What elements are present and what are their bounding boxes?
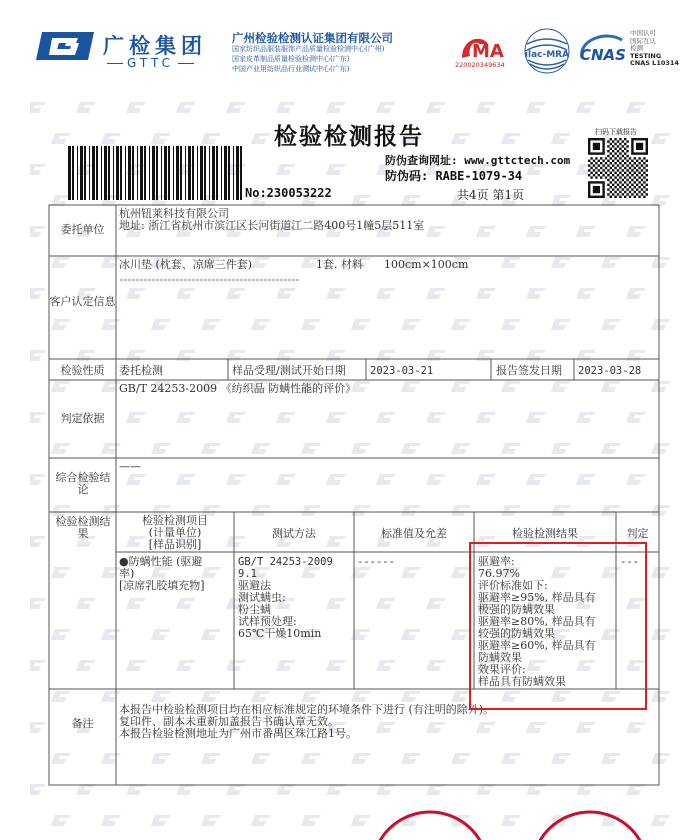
sign-date: 2023-03-28	[578, 365, 642, 377]
customer-info-size: 100cm×100cm	[384, 258, 469, 271]
report-title: 检验检测报告	[274, 123, 424, 150]
method-line-7: 65℃干燥10min	[238, 627, 322, 640]
result-line-4: 驱避率≥95%, 样品具有	[478, 591, 596, 604]
row-item	[119, 556, 231, 592]
basis-label: 判定依据	[60, 412, 105, 425]
remarks-label: 备注	[71, 717, 94, 730]
customer-info-label: 客户认定信息	[49, 295, 116, 308]
brand-name-cn: 广检集团	[103, 34, 207, 58]
remark-line-2: 复印件、副本未重新加盖报告书确认章无效。	[119, 715, 339, 728]
nature-label: 检验性质	[60, 364, 105, 377]
basis-value: GB/T 24253-2009 《纺织品 防螨性能的评价》	[119, 382, 357, 395]
remark-line-1: 本报告中检验检测项目均在相应标准规定的环境条件下进行 (有注明的除外)。	[119, 703, 495, 716]
cnas-line-5: CNAS L10314	[630, 59, 679, 67]
result-line-5: 极强的防螨效果	[478, 603, 555, 616]
col-method-header: 测试方法	[272, 527, 316, 540]
result-line-8: 驱避率≥60%, 样品具有	[478, 639, 596, 652]
result-line-3: 评价标准如下:	[478, 579, 548, 592]
result-line-2: 76.97%	[478, 567, 520, 580]
center-line-1: 国家纺织品服装服饰产品质量检验检测中心(广州)	[232, 45, 385, 53]
cnas-line-2: 国际互认	[630, 36, 656, 45]
results-label: 检验检测结果	[55, 515, 111, 540]
sign-date-label: 报告签发日期	[496, 364, 562, 377]
cnas-line-4: TESTING	[630, 51, 662, 60]
cnas-logo-icon	[576, 30, 628, 70]
row-item-line-2: 率)	[119, 567, 135, 580]
verify-code: 防伪码: RABE-1079-34	[385, 169, 523, 183]
remarks	[119, 704, 494, 740]
method-line-6: 试样预处理:	[238, 615, 297, 628]
gttc-logo-icon	[32, 28, 97, 64]
customer-info-product: 冰川垫 (枕套、凉席三件套)	[119, 258, 253, 271]
col-result-header: 检验检测结果	[512, 527, 578, 540]
col-verdict-header: 判定	[626, 527, 649, 540]
remark-line-3: 本报告检验检测地址为广州市番禺区珠江路1号。	[119, 727, 357, 740]
nature-value: 委托检测	[119, 364, 163, 377]
barcode-icon	[68, 146, 244, 200]
receive-date-label: 样品受理/测试开始日期	[232, 364, 346, 377]
center-line-2: 国家皮革制品质量检验检测中心(广东)	[232, 55, 350, 63]
cnas-line-1: 中国认可	[630, 29, 656, 37]
method-line-1: GB/T 24253-2009	[238, 556, 333, 568]
page-count: 共4页 第1页	[457, 188, 525, 202]
col-standard-header: 标准值及允差	[381, 527, 447, 540]
col-item-line-2: (计量单位)	[148, 526, 202, 539]
cnas-label: CNAS	[580, 46, 626, 64]
report-number: No:230053222	[245, 186, 332, 200]
verify-site: 防伪查询网址: www.gttctech.com	[385, 154, 571, 167]
conclusion-value: ——	[119, 460, 141, 473]
svg-text:MA: MA	[472, 41, 504, 62]
row-verdict: ---	[620, 556, 639, 568]
method-line-2: 9.1	[238, 568, 257, 580]
center-line-3: 中国产业用纺织品行业测试中心(广东)	[232, 65, 350, 73]
result-line-6: 驱避率≥80%, 样品具有	[478, 615, 596, 628]
row-standard: ------	[357, 556, 395, 568]
cma-code: 220020349634	[455, 61, 505, 69]
official-seal-icon	[360, 800, 660, 840]
qr-label: 扫码下载报告	[595, 128, 637, 136]
col-item-header	[116, 515, 234, 551]
ilac-mra-logo-icon	[522, 26, 572, 76]
row-item-line-1: ●防螨性能 (驱避	[119, 555, 203, 568]
client-label: 委托单位	[60, 223, 105, 236]
client-address: 地址: 浙江省杭州市滨江区长河街道江二路400号1幢5层511室	[119, 219, 425, 232]
result-line-10: 效果评价:	[478, 663, 526, 676]
company-name: 广州检验检测认证集团有限公司	[232, 31, 393, 45]
qr-code-icon[interactable]	[588, 138, 648, 198]
method-line-4: 测试螨虫:	[238, 591, 286, 604]
customer-info-qty: 1套. 材料	[316, 258, 363, 271]
result-line-11: 样品具有防螨效果	[478, 675, 566, 688]
col-item-line-3: [样品识别]	[148, 538, 202, 551]
row-item-line-3: [凉席乳胶填充物]	[119, 579, 205, 592]
result-line-9: 防螨效果	[478, 651, 522, 664]
result-line-1: 驱避率:	[478, 555, 515, 568]
method-line-5: 粉尘螨	[238, 603, 271, 616]
cnas-line-3: 检测	[630, 44, 643, 52]
result-line-7: 较强的防螨效果	[478, 627, 555, 640]
report-header	[0, 0, 699, 80]
ilac-label: ilac-MRA	[524, 50, 570, 60]
receive-date: 2023-03-21	[370, 365, 434, 377]
row-method	[238, 556, 333, 640]
method-line-3: 驱避法	[238, 579, 271, 592]
conclusion-label: 综合检验结论	[55, 471, 111, 496]
col-item-line-1: 检验检测项目	[142, 514, 208, 527]
highlight-box	[469, 542, 647, 710]
cnas-accreditation-text	[630, 30, 679, 68]
client-name: 杭州钮莱科技有限公司	[119, 207, 229, 220]
brand-name-en: GTTC	[103, 56, 198, 70]
